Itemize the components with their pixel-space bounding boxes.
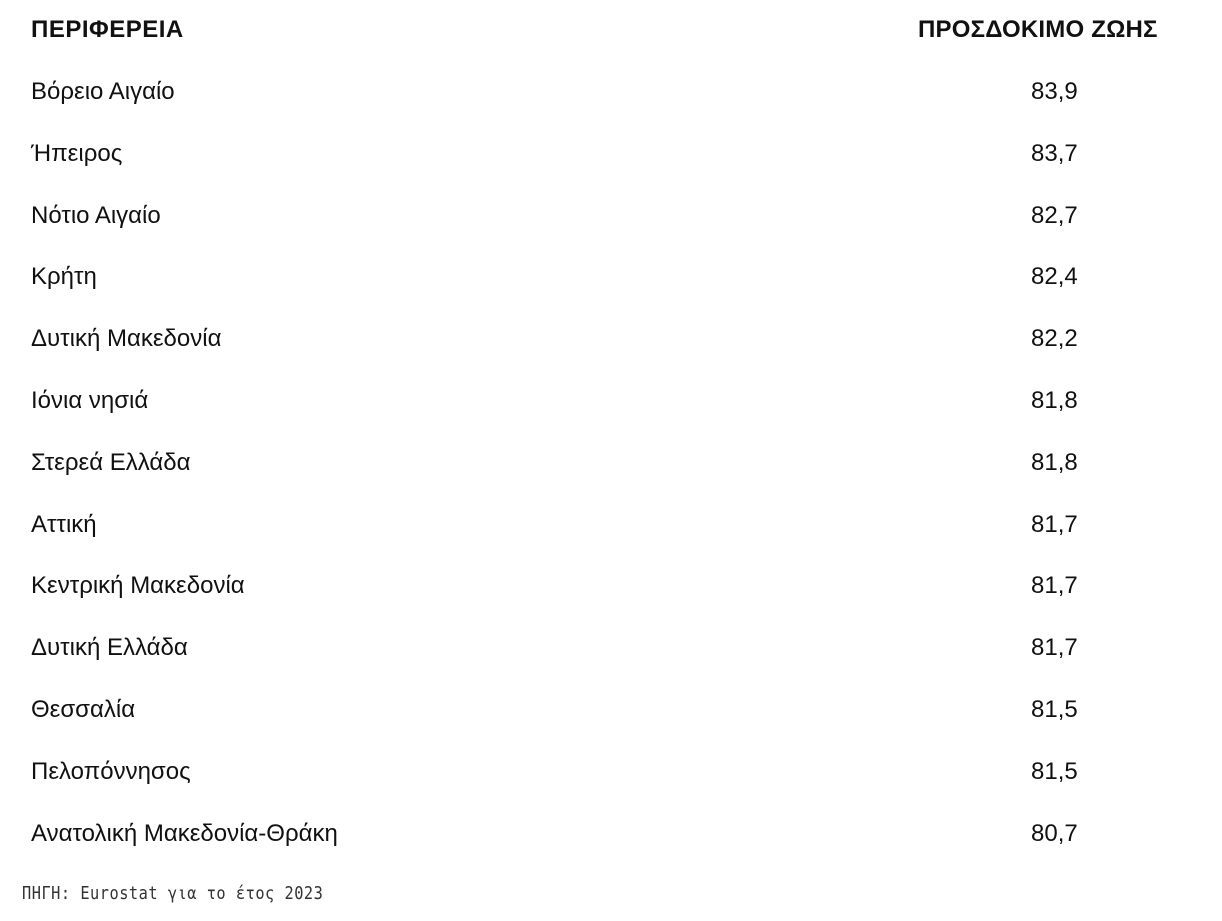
region-name: Αττική (31, 510, 97, 538)
region-name: Δυτική Μακεδονία (31, 325, 222, 353)
table-row (0, 806, 1222, 868)
life-expectancy-value: 82,4 (1031, 263, 1078, 291)
table-row (0, 249, 1222, 311)
region-name: Στερεά Ελλάδα (31, 448, 191, 476)
table-row (0, 558, 1222, 620)
life-expectancy-value: 81,7 (1031, 634, 1078, 662)
table-row (0, 497, 1222, 559)
region-name: Κρήτη (31, 263, 97, 291)
life-expectancy-value: 81,5 (1031, 757, 1078, 785)
region-name: Ήπειρος (31, 139, 123, 167)
table-header (0, 0, 1222, 62)
table-row (0, 311, 1222, 373)
table-row (0, 126, 1222, 188)
life-expectancy-value: 83,7 (1031, 139, 1078, 167)
life-expectancy-value: 81,7 (1031, 572, 1078, 600)
table-row (0, 188, 1222, 250)
table-body (0, 64, 1222, 867)
region-name: Ανατολική Μακεδονία-Θράκη (31, 819, 338, 847)
region-name: Βόρειο Αιγαίο (31, 78, 175, 105)
life-expectancy-value: 82,7 (1031, 201, 1078, 229)
table-row (0, 744, 1222, 806)
column-header-region: ΠΕΡΙΦΕΡΕΙΑ (31, 16, 184, 43)
life-expectancy-value: 81,5 (1031, 695, 1078, 723)
table-row (0, 373, 1222, 435)
table-row (0, 64, 1222, 126)
table-row (0, 435, 1222, 497)
region-name: Θεσσαλία (31, 695, 136, 723)
life-expectancy-value: 80,7 (1031, 819, 1078, 847)
life-expectancy-value: 81,8 (1031, 386, 1078, 414)
life-expectancy-value: 82,2 (1031, 325, 1078, 353)
source-note: ΠΗΓΗ: Eurostat για το έτος 2023 (22, 883, 324, 904)
region-name: Νότιο Αιγαίο (31, 201, 161, 229)
table-row (0, 620, 1222, 682)
region-name: Κεντρική Μακεδονία (31, 572, 245, 600)
life-expectancy-value: 81,7 (1031, 510, 1078, 538)
region-name: Ιόνια νησιά (31, 386, 149, 414)
life-expectancy-value: 83,9 (1031, 78, 1078, 105)
region-name: Δυτική Ελλάδα (31, 634, 188, 662)
table-row (0, 682, 1222, 744)
region-name: Πελοπόννησος (31, 757, 191, 785)
column-header-life-expectancy: ΠΡΟΣΔΟΚΙΜΟ ΖΩΗΣ (918, 16, 1158, 43)
life-expectancy-value: 81,8 (1031, 448, 1078, 476)
